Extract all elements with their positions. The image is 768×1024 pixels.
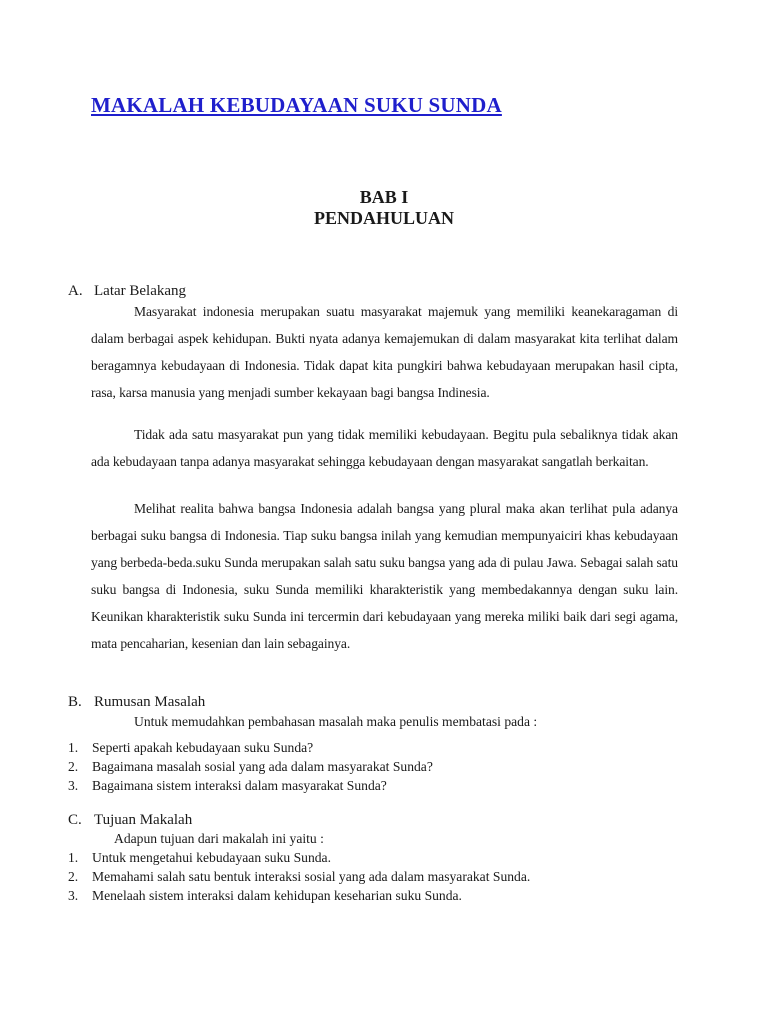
section-a-paragraph-2: Tidak ada satu masyarakat pun yang tidak memiliki kebudayaan. Begitu pula sebaliknya tidak akan ada kebudayaan tanpa adanya masyarakat sehingga kebudayaan dengan masyarakat sangatlah berkaitan.	[91, 427, 678, 469]
section-b-heading	[68, 694, 205, 711]
chapter-label: BAB I	[359, 187, 409, 207]
section-b-intro: Untuk memudahkan pembahasan masalah maka penulis membatasi pada :	[134, 714, 538, 729]
section-c-list	[68, 848, 530, 905]
list-item	[68, 776, 433, 795]
section-b-list	[68, 738, 433, 795]
document-title[interactable]: MAKALAH KEBUDAYAAN SUKU SUNDA	[91, 93, 502, 117]
section-b-letter: B.	[68, 694, 82, 710]
list-text: Bagaimana sistem interaksi dalam masyarakat Sunda?	[92, 778, 387, 793]
list-text: Menelaah sistem interaksi dalam kehidupan keseharian suku Sunda.	[92, 888, 462, 903]
section-c-title: Tujuan Makalah	[94, 812, 193, 828]
chapter-name: PENDAHULUAN	[313, 208, 454, 228]
list-item	[68, 867, 530, 886]
list-number: 1.	[68, 740, 79, 755]
list-text: Bagaimana masalah sosial yang ada dalam masyarakat Sunda?	[92, 759, 433, 774]
list-number: 1.	[68, 850, 79, 865]
list-item	[68, 738, 433, 757]
section-a-paragraph-3: Melihat realita bahwa bangsa Indonesia adalah bangsa yang plural maka akan terlihat pula adanya berbagai suku bangsa di Indonesia. Tiap suku bangsa inilah yang kemudian mempunyaiciri khas kebudayaan yang berbeda-beda.suku Sunda merupakan salah satu suku bangsa yang ada di pulau Jawa. Sebagai salah satu suku bangsa di Indonesia, suku Sunda memiliki kharakteristik yang membedakannya dengan suku lain. Keunikan kharakteristik suku Sunda ini tercermin dari kebudayaan yang mereka miliki baik dari segi agama, mata pencaharian, kesenian dan lain sebagainya.	[91, 501, 678, 651]
list-number: 3.	[68, 888, 79, 903]
section-a-title: Latar Belakang	[94, 283, 187, 299]
section-c-heading	[68, 812, 192, 829]
section-a-letter: A.	[68, 283, 83, 299]
list-number: 3.	[68, 778, 79, 793]
list-number: 2.	[68, 869, 79, 884]
list-text: Memahami salah satu bentuk interaksi sosial yang ada dalam masyarakat Sunda.	[92, 869, 531, 884]
list-item	[68, 848, 530, 867]
list-item	[68, 886, 530, 905]
list-text: Seperti apakah kebudayaan suku Sunda?	[92, 740, 314, 755]
list-text: Untuk mengetahui kebudayaan suku Sunda.	[92, 850, 331, 865]
list-number: 2.	[68, 759, 79, 774]
section-c-letter: C.	[68, 812, 82, 828]
section-a-paragraph-1: Masyarakat indonesia merupakan suatu masyarakat majemuk yang memiliki keanekaragaman di dalam berbagai aspek kehidupan. Bukti nyata adanya kemajemukan di dalam masyarakat kita terlihat dalam beragamnya kebudayaan di Indonesia. Tidak dapat kita pungkiri bahwa kebudayaan merupakan hasil cipta, rasa, karsa manusia yang menjadi sumber kekayaan bagi bangsa Indinesia.	[91, 304, 678, 400]
section-c-intro: Adapun tujuan dari makalah ini yaitu :	[114, 831, 324, 846]
list-item	[68, 757, 433, 776]
section-b-title: Rumusan Masalah	[94, 694, 206, 710]
